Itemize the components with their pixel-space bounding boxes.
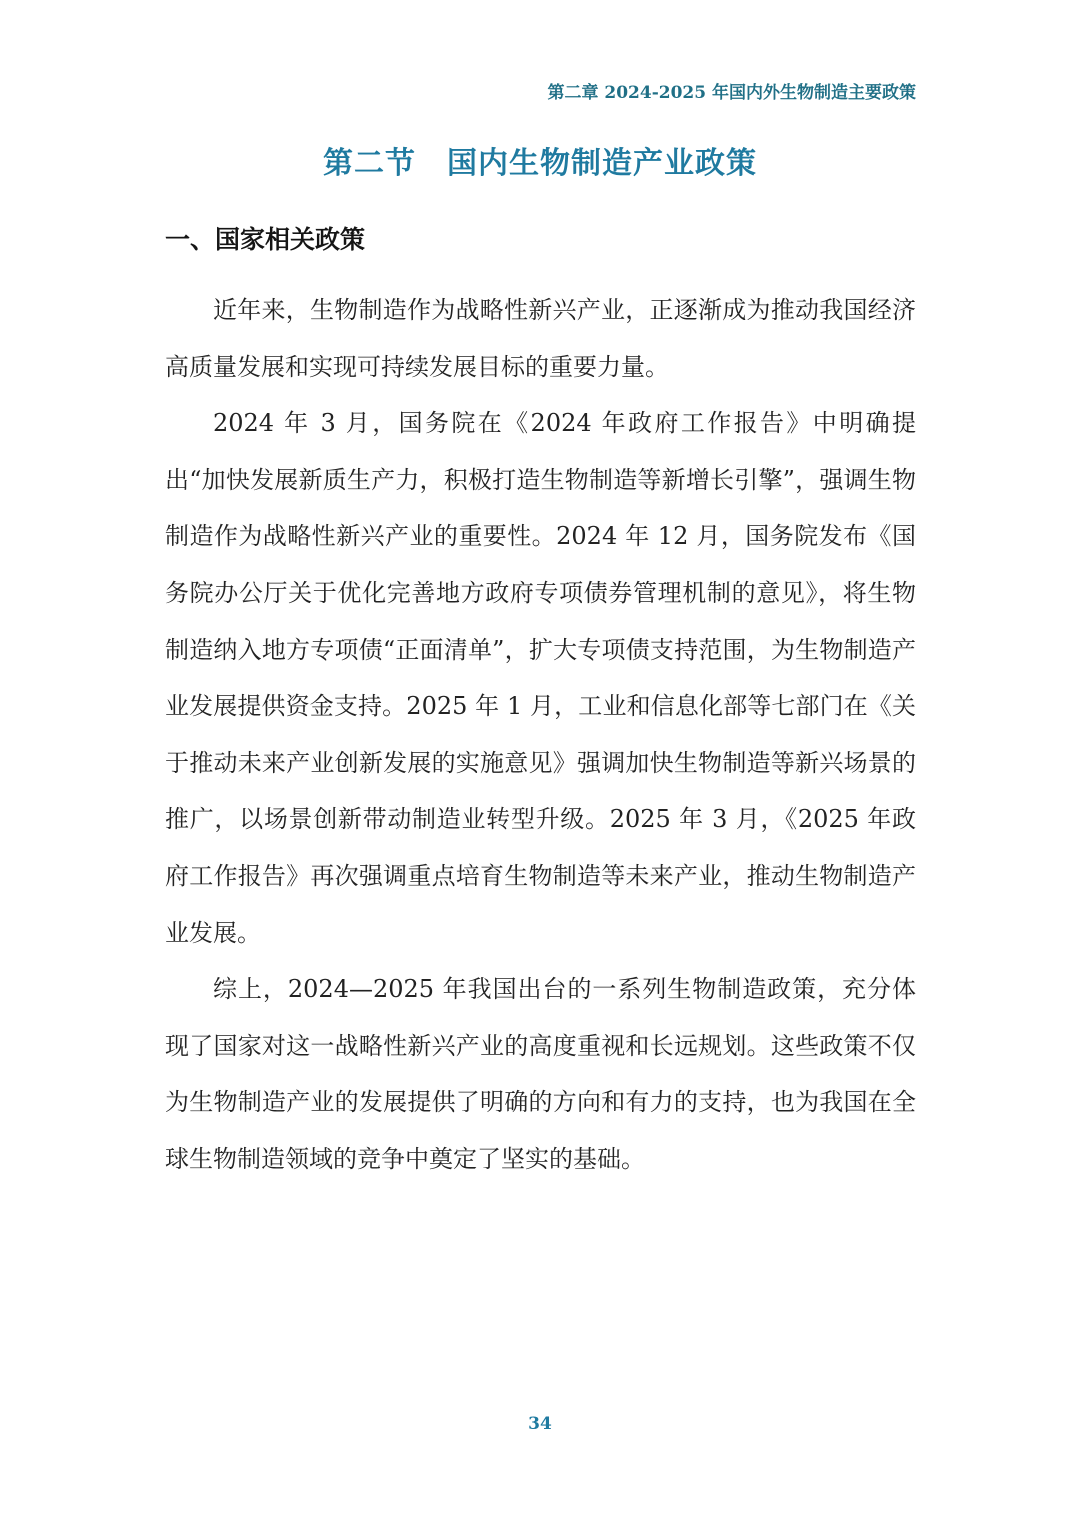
section-title: 第二节 国内生物制造产业政策 — [323, 146, 757, 181]
body-text — [165, 282, 916, 1188]
paragraph-intro: 近年来，生物制造作为战略性新兴产业，正逐渐成为推动我国经济高质量发展和实现可持续发展目标的重要力量。 — [165, 296, 916, 381]
paragraph-summary: 综上，2024—2025 年我国出台的一系列生物制造政策，充分体现了国家对这一战略性新兴产业的高度重视和长远规划。这些政策不仅为生物制造产业的发展提供了明确的方向和有力的支持，也为我国在全球生物制造领域的竞争中奠定了坚实的基础。 — [165, 975, 916, 1173]
paragraph-policies: 2024 年 3 月，国务院在《2024 年政府工作报告》中明确提出“加快发展新质生产力，积极打造生物制造等新增长引擎”，强调生物制造作为战略性新兴产业的重要性。2024 年 12 月，国务院发布《国务院办公厅关于优化完善地方政府专项债券管理机制的意见》，将生物制造纳入地方专项债“正面清单”，扩大专项债支持范围，为生物制造产业发展提供资金支持。2025 年 1 月，工业和信息化部等七部门在《关于推动未来产业创新发展的实施意见》强调加快生物制造等新兴场景的推广，以场景创新带动制造业转型升级。2025 年 3 月，《2025 年政府工作报告》再次强调重点培育生物制造等未来产业，推动生物制造产业发展。 — [165, 409, 916, 947]
page-number: 34 — [528, 1414, 552, 1434]
subsection-heading: 一、国家相关政策 — [165, 225, 366, 254]
running-header: 第二章 2024-2025 年国内外生物制造主要政策 — [547, 83, 916, 103]
